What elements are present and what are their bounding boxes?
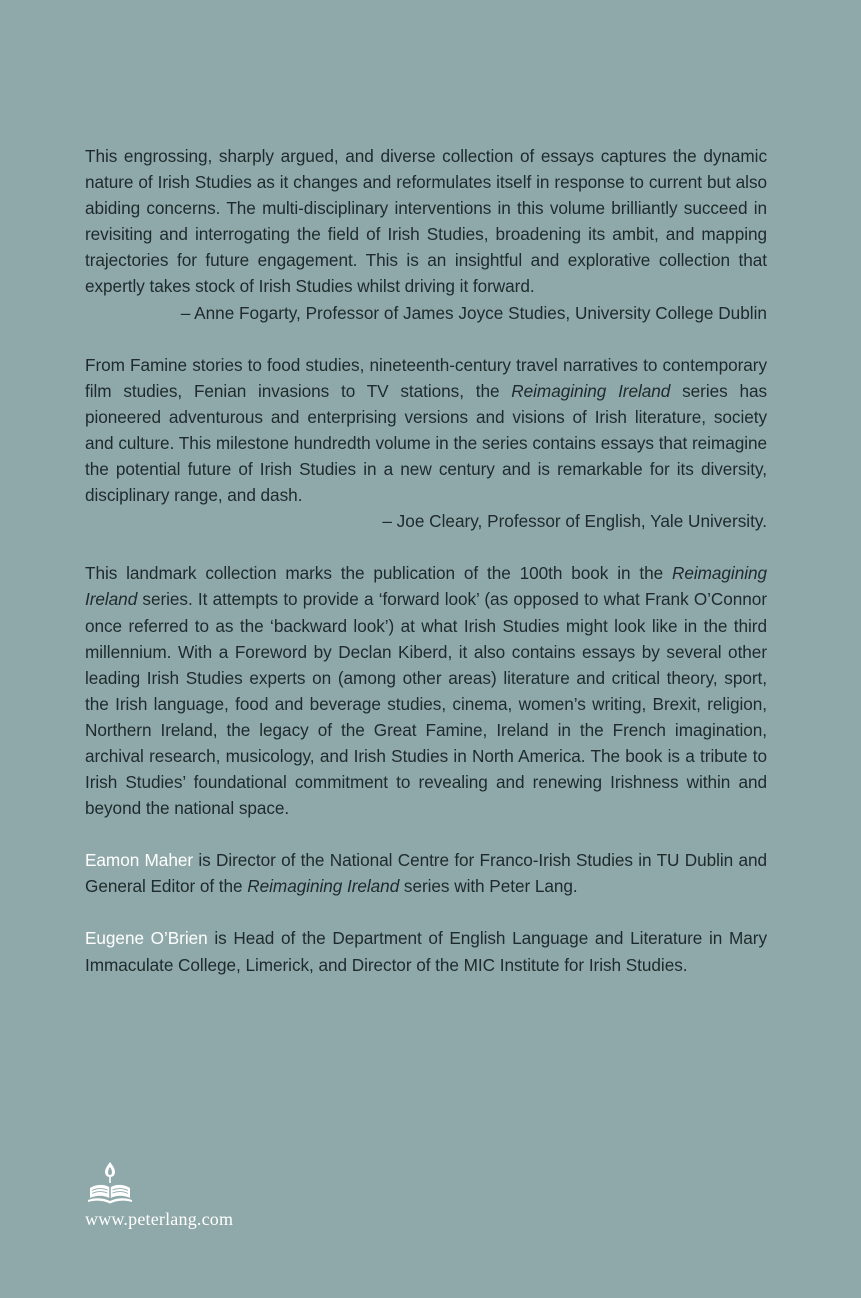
editor-bio-obrien: Eugene O’Brien is Head of the Department of English Language and Literature in Mary Immaculate College, Limerick, and Director of the MIC Institute for Irish Studies. — [85, 928, 767, 975]
editor-name: Eamon Maher — [85, 850, 194, 871]
endorsement-fogarty-attribution: – Anne Fogarty, Professor of James Joyce Studies, University College Dublin — [180, 302, 767, 323]
endorsement-cleary-attribution: – Joe Cleary, Professor of English, Yale University. — [382, 511, 767, 532]
series-title: Reimagining Ireland — [247, 876, 400, 897]
publisher-url[interactable]: www.peterlang.com — [85, 1209, 234, 1229]
series-title: Reimagining Ireland — [85, 563, 767, 610]
back-cover-text — [85, 143, 767, 978]
endorsement-fogarty-text: This engrossing, sharply argued, and diverse collection of essays captures the dynamic nature of Irish Studies as it changes and reformulates itself in response to current but also abiding concerns. The multi-disciplinary interventions in this volume brilliantly succeed in revisiting and interrogating the field of Irish Studies, broadening its ambit, and mapping trajectories for future engagement. This is an insightful and explorative collection that expertly takes stock of Irish Studies whilst driving it forward. — [85, 146, 767, 297]
endorsement-fogarty — [85, 143, 767, 300]
peter-lang-logo-icon — [86, 1160, 134, 1208]
editor-bio-maher: Eamon Maher is Director of the National Centre for Franco-Irish Studies in TU Dublin and General Editor of the Reimagining Ireland series with Peter Lang. — [85, 850, 767, 897]
series-title: Reimagining Ireland — [511, 380, 671, 401]
book-description: This landmark collection marks the publication of the 100th book in the Reimagining Ireland series. It attempts to provide a ‘forward look’ (as opposed to what Frank O’Connor once referred to as the ‘backward look’) at what Irish Studies might look like in the third millennium. With a Foreword by Declan Kiberd, it also contains essays by several other leading Irish Studies experts on (among other areas) literature and critical theory, sport, the Irish language, food and beverage studies, cinema, women’s writing, Brexit, religion, Northern Ireland, the legacy of the Great Famine, Ireland in the French imagination, archival research, musicology, and Irish Studies in North America. The book is a tribute to Irish Studies’ foundational commitment to revealing and renewing Irishness within and beyond the national space. — [85, 563, 767, 819]
editor-name: Eugene O’Brien — [85, 928, 208, 949]
endorsement-cleary: From Famine stories to food studies, nineteenth-century travel narratives to contemporary film studies, Fenian invasions to TV stations, the Reimagining Ireland series has pioneered adventurous and enterprising versions and visions of Irish literature, society and culture. This milestone hundredth volume in the series contains essays that reimagine the potential future of Irish Studies in a new century and is remarkable for its diversity, disciplinary range, and dash. — [85, 354, 768, 506]
